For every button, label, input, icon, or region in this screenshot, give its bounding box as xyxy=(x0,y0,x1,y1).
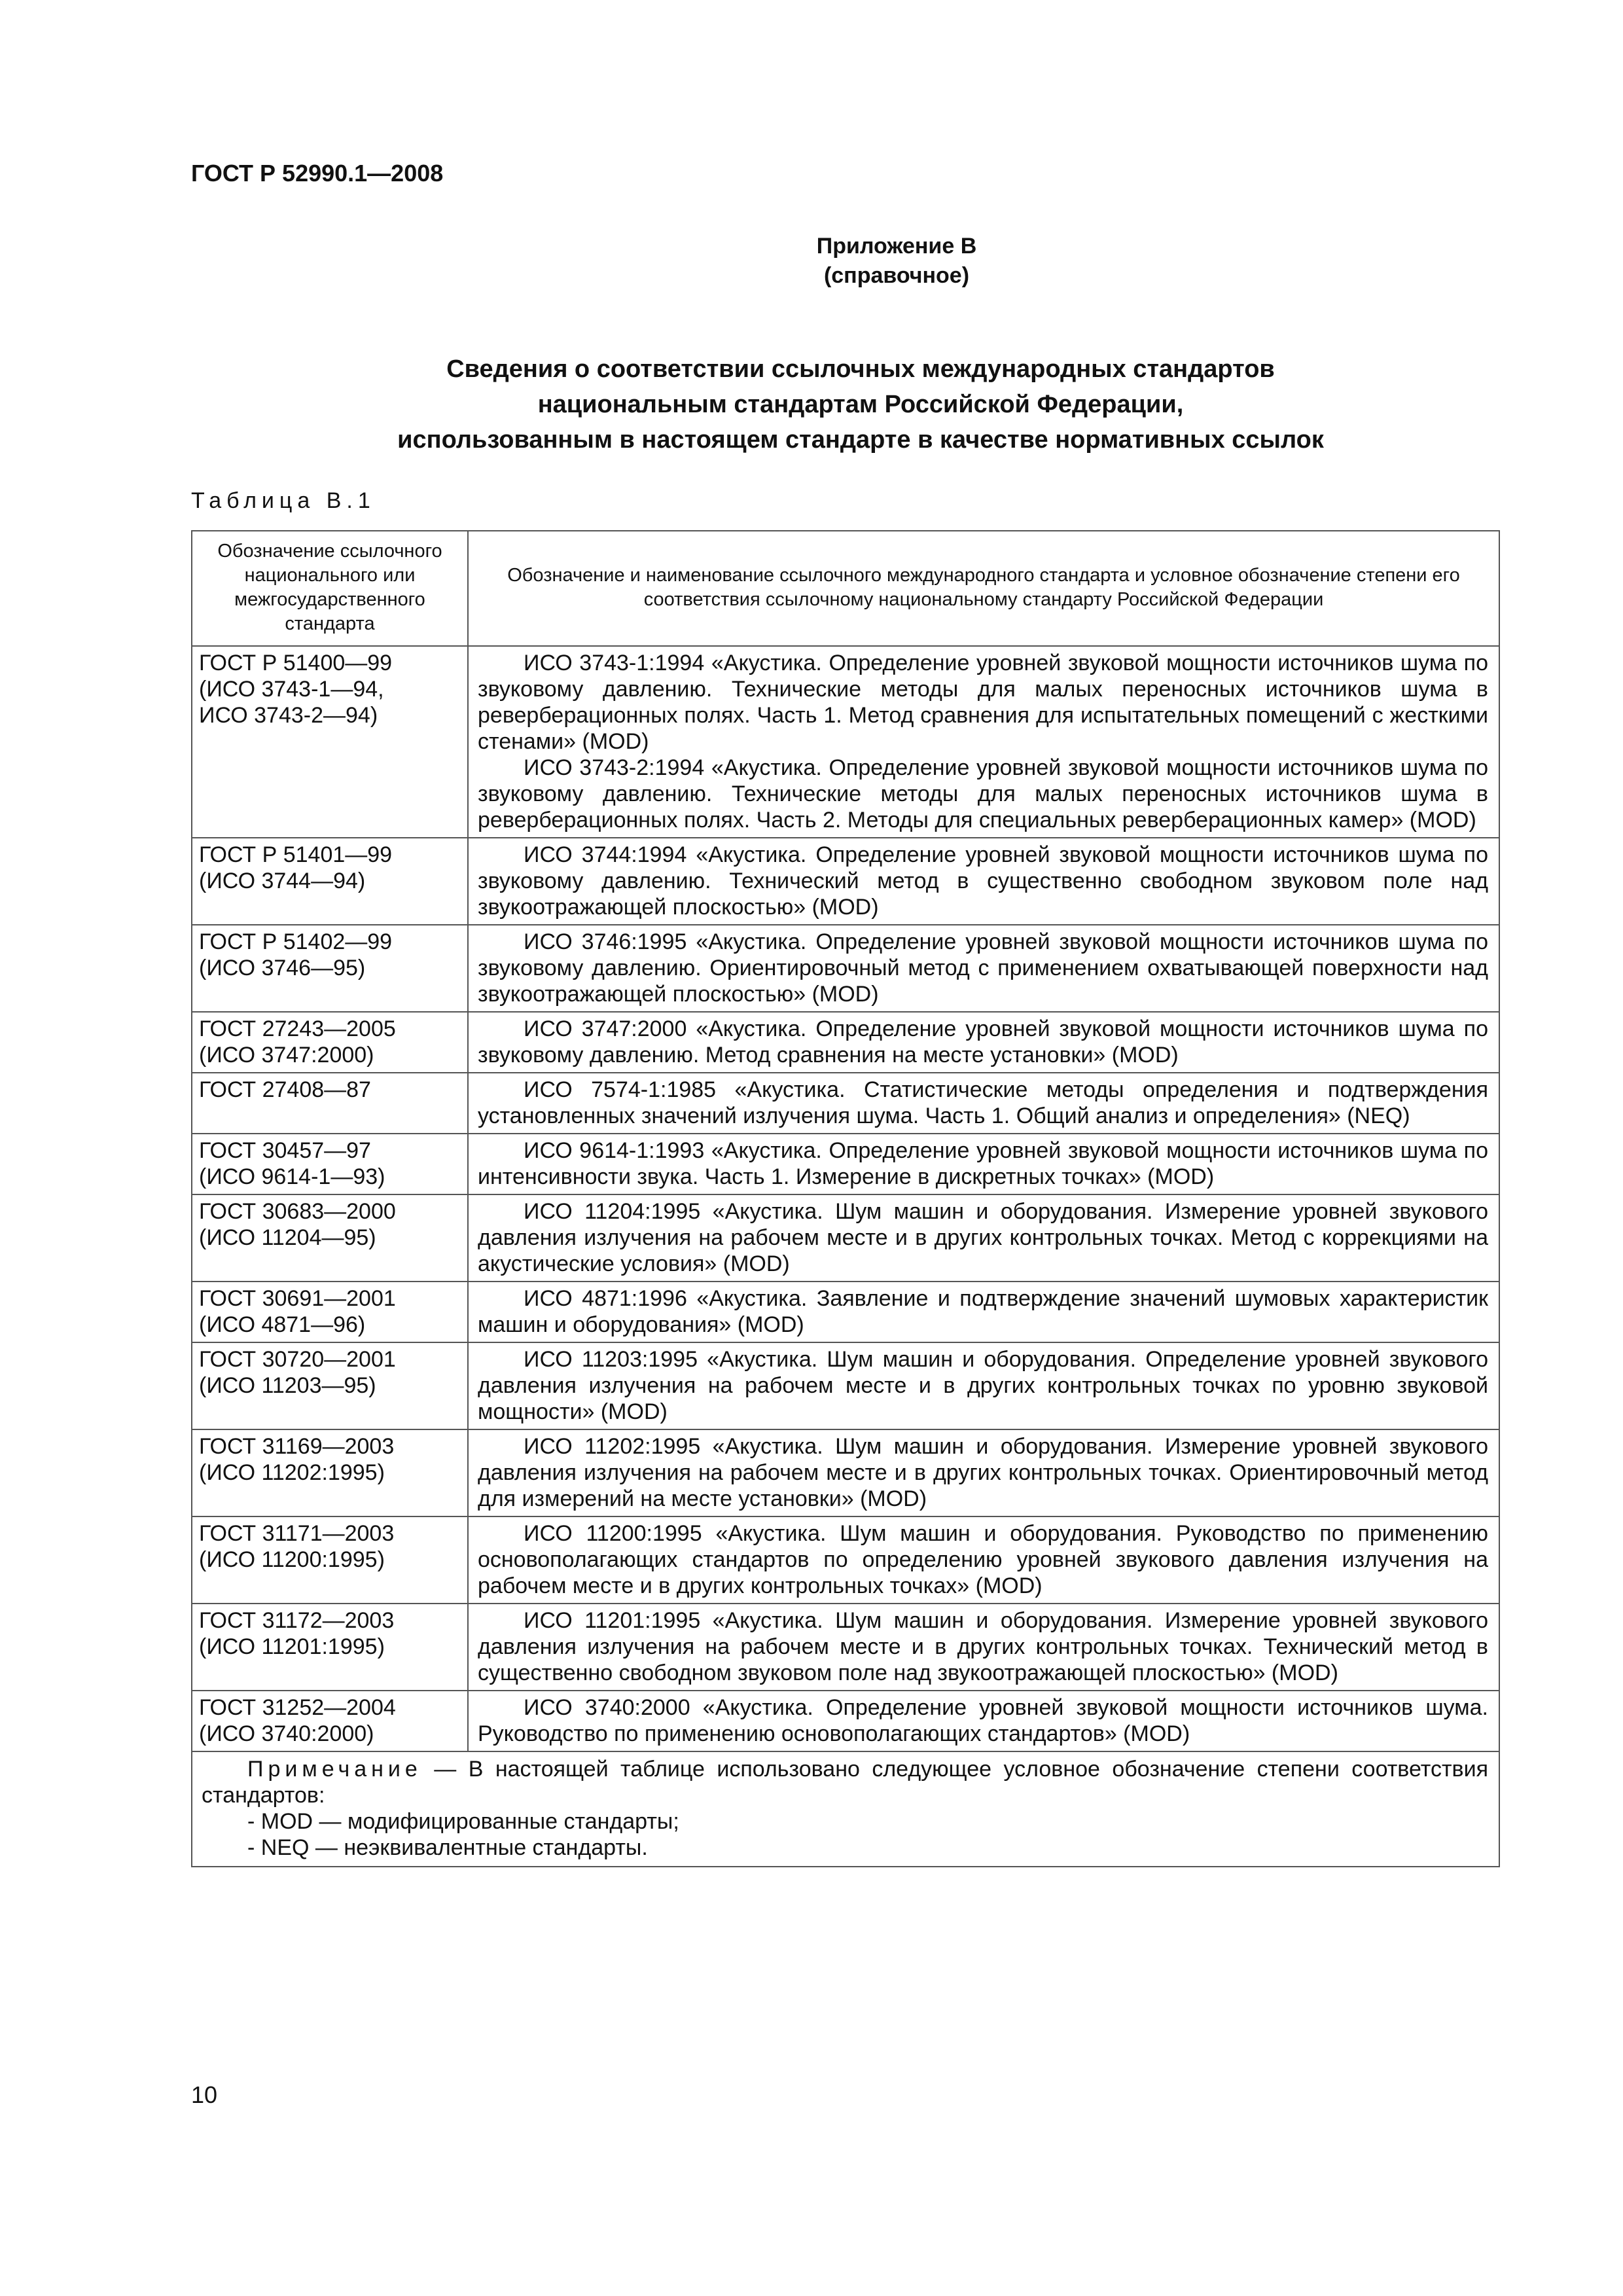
table-row xyxy=(192,1516,1499,1604)
international-standard-text: ИСО 7574-1:1985 «Акустика. Статистические методы определения и подтверждения установленных значений излучения шума. Часть 1. Общий анализ и определения» (NEQ) xyxy=(478,1077,1488,1128)
national-standard-line: ГОСТ Р 51401—99 xyxy=(199,842,393,867)
national-standard-line: ГОСТ 27408—87 xyxy=(199,1077,371,1102)
national-standard-line: (ИСО 11202:1995) xyxy=(199,1460,385,1485)
correspondence-table xyxy=(191,530,1500,1867)
national-standard-cell xyxy=(192,1282,468,1342)
international-standard-text: ИСО 11204:1995 «Акустика. Шум машин и оборудования. Измерение уровней звукового давления излучения на рабочем месте и в других контрольных точках. Метод с коррекциями на акустические условия» (MOD) xyxy=(478,1199,1488,1276)
international-standard-cell xyxy=(468,1012,1499,1073)
international-standard-text: ИСО 11201:1995 «Акустика. Шум машин и оборудования. Измерение уровней звукового давления излучения на рабочем месте и в других контрольных точках. Технический метод в существенно свободном звуковом поле над звукоотражающей плоскостью» (MOD) xyxy=(478,1608,1488,1685)
international-standard-cell xyxy=(468,838,1499,925)
national-standard-line: (ИСО 3746—95) xyxy=(199,956,366,980)
document-designation: ГОСТ Р 52990.1—2008 xyxy=(191,160,444,187)
national-standard-cell xyxy=(192,1012,468,1073)
annex-heading xyxy=(740,232,1054,291)
international-standard-cell xyxy=(468,1342,1499,1429)
international-standard-cell xyxy=(468,1134,1499,1194)
note-item: - NEQ — неэквивалентные стандарты. xyxy=(247,1835,648,1860)
national-standard-line: (ИСО 4871—96) xyxy=(199,1312,366,1337)
table-row xyxy=(192,1194,1499,1282)
table-row xyxy=(192,1073,1499,1134)
national-standard-line: (ИСО 11204—95) xyxy=(199,1225,376,1250)
table-label: Таблица В.1 xyxy=(191,488,376,513)
international-standard-text: ИСО 3744:1994 «Акустика. Определение уровней звуковой мощности источников шума по звуковому давлению. Технический метод в существенно свободном звуковом поле над звукоотражающей плоскостью» (MOD) xyxy=(478,842,1488,920)
national-standard-line: ГОСТ 31171—2003 xyxy=(199,1521,395,1546)
annex-type: (справочное) xyxy=(823,263,970,288)
table-row xyxy=(192,925,1499,1012)
international-standard-cell xyxy=(468,1429,1499,1516)
international-standard-cell xyxy=(468,1194,1499,1282)
national-standard-cell xyxy=(192,646,468,838)
international-standard-cell xyxy=(468,1691,1499,1751)
international-standard-text: ИСО 3747:2000 «Акустика. Определение уровней звуковой мощности источников шума по звуковому давлению. Метод сравнения на месте установки» (MOD) xyxy=(478,1016,1488,1067)
table-note xyxy=(192,1751,1499,1867)
national-standard-cell xyxy=(192,1194,468,1282)
national-standard-line: ГОСТ Р 51402—99 xyxy=(199,929,393,954)
header-international-standard: Обозначение и наименование ссылочного международного стандарта и условное обозначение степени его соответствия ссылочному национальному стандарту Российской Федерации xyxy=(468,531,1499,646)
national-standard-line: ГОСТ 30683—2000 xyxy=(199,1199,396,1224)
national-standard-cell xyxy=(192,1073,468,1134)
table-row xyxy=(192,646,1499,838)
national-standard-line: ГОСТ 30691—2001 xyxy=(199,1286,396,1311)
table-row xyxy=(192,1134,1499,1194)
national-standard-line: (ИСО 3747:2000) xyxy=(199,1043,374,1067)
national-standard-line: (ИСО 11200:1995) xyxy=(199,1547,385,1572)
national-standard-line: (ИСО 9614-1—93) xyxy=(199,1164,385,1189)
national-standard-line: ГОСТ Р 51400—99 xyxy=(199,651,393,675)
title-line: Сведения о соответствии ссылочных международных стандартов xyxy=(446,355,1275,383)
international-standard-cell xyxy=(468,1073,1499,1134)
international-standard-text: ИСО 3743-2:1994 «Акустика. Определение уровней звуковой мощности источников шума по звуковому давлению. Технические методы для малых переносных источников шума в реверберационных полях. Часть 2. Методы для специальных реверберационных камер» (MOD) xyxy=(478,755,1488,833)
national-standard-line: (ИСО 3743-1—94, xyxy=(199,677,384,702)
note-item: - MOD — модифицированные стандарты; xyxy=(247,1809,679,1834)
national-standard-cell xyxy=(192,925,468,1012)
national-standard-line: ГОСТ 30720—2001 xyxy=(199,1347,396,1372)
national-standard-line: (ИСО 11201:1995) xyxy=(199,1634,385,1659)
table-header-row xyxy=(192,531,1499,646)
table-row xyxy=(192,1604,1499,1691)
international-standard-text: ИСО 9614-1:1993 «Акустика. Определение уровней звуковой мощности источников шума по интенсивности звука. Часть 1. Измерение в дискретных точках» (MOD) xyxy=(478,1138,1488,1189)
table-note-row xyxy=(192,1751,1499,1867)
international-standard-text: ИСО 3740:2000 «Акустика. Определение уровней звуковой мощности источников шума. Руководство по применению основополагающих стандартов» (MOD) xyxy=(478,1695,1488,1746)
national-standard-line: ГОСТ 31252—2004 xyxy=(199,1695,396,1720)
international-standard-text: ИСО 11200:1995 «Акустика. Шум машин и оборудования. Руководство по применению основополагающих стандартов по определению уровней звукового давления излучения на рабочем месте и в других контрольных точках» (MOD) xyxy=(478,1521,1488,1598)
national-standard-line: (ИСО 3740:2000) xyxy=(199,1721,374,1746)
table-row xyxy=(192,1691,1499,1751)
table-row xyxy=(192,1429,1499,1516)
title-line: использованным в настоящем стандарте в качестве нормативных ссылок xyxy=(397,426,1324,454)
page-number: 10 xyxy=(191,2081,218,2108)
international-standard-text: ИСО 3746:1995 «Акустика. Определение уровней звуковой мощности источников шума по звуковому давлению. Ориентировочный метод с применением охватывающей поверхности над звукоотражающей плоскостью» (MOD) xyxy=(478,929,1488,1007)
table-row xyxy=(192,1012,1499,1073)
note-label: Примечание xyxy=(247,1757,422,1782)
international-standard-text: ИСО 3743-1:1994 «Акустика. Определение уровней звуковой мощности источников шума по звуковому давлению. Технические методы для малых переносных источников шума в реверберационных полях. Часть 1. Метод сравнения для испытательных помещений с жесткими стенами» (MOD) xyxy=(478,651,1488,754)
national-standard-line: (ИСО 11203—95) xyxy=(199,1373,376,1398)
national-standard-cell xyxy=(192,1516,468,1604)
international-standard-cell xyxy=(468,646,1499,838)
header-national-standard: Обозначение ссылочного национального или межгосударственного стандарта xyxy=(192,531,468,646)
international-standard-cell xyxy=(468,1604,1499,1691)
national-standard-line: ИСО 3743-2—94) xyxy=(199,703,378,728)
national-standard-line: (ИСО 3744—94) xyxy=(199,869,366,893)
annex-main-title xyxy=(262,351,1459,457)
international-standard-text: ИСО 11202:1995 «Акустика. Шум машин и оборудования. Измерение уровней звукового давления излучения на рабочем месте и в других контрольных точках. Ориентировочный метод для измерений на месте установки» (MOD) xyxy=(478,1434,1488,1511)
national-standard-cell xyxy=(192,1342,468,1429)
table-row xyxy=(192,1342,1499,1429)
national-standard-cell xyxy=(192,838,468,925)
table-row xyxy=(192,1282,1499,1342)
national-standard-line: ГОСТ 31169—2003 xyxy=(199,1434,395,1459)
international-standard-cell xyxy=(468,1282,1499,1342)
annex-title: Приложение В xyxy=(816,234,977,259)
international-standard-cell xyxy=(468,1516,1499,1604)
national-standard-line: ГОСТ 27243—2005 xyxy=(199,1016,396,1041)
national-standard-cell xyxy=(192,1134,468,1194)
international-standard-text: ИСО 4871:1996 «Акустика. Заявление и подтверждение значений шумовых характеристик машин и оборудования» (MOD) xyxy=(478,1286,1488,1337)
national-standard-line: ГОСТ 31172—2003 xyxy=(199,1608,395,1633)
title-line: национальным стандартам Российской Федерации, xyxy=(537,391,1184,418)
national-standard-cell xyxy=(192,1604,468,1691)
note-text: — В настоящей таблице использовано следующее условное обозначение степени соответствия стандартов: xyxy=(202,1757,1488,1808)
international-standard-cell xyxy=(468,925,1499,1012)
national-standard-line: ГОСТ 30457—97 xyxy=(199,1138,371,1163)
table-row xyxy=(192,838,1499,925)
national-standard-cell xyxy=(192,1429,468,1516)
national-standard-cell xyxy=(192,1691,468,1751)
table-body xyxy=(192,646,1499,1751)
international-standard-text: ИСО 11203:1995 «Акустика. Шум машин и оборудования. Определение уровней звукового давления излучения на рабочем месте и в других контрольных точках по уровню звуковой мощности» (MOD) xyxy=(478,1347,1488,1424)
